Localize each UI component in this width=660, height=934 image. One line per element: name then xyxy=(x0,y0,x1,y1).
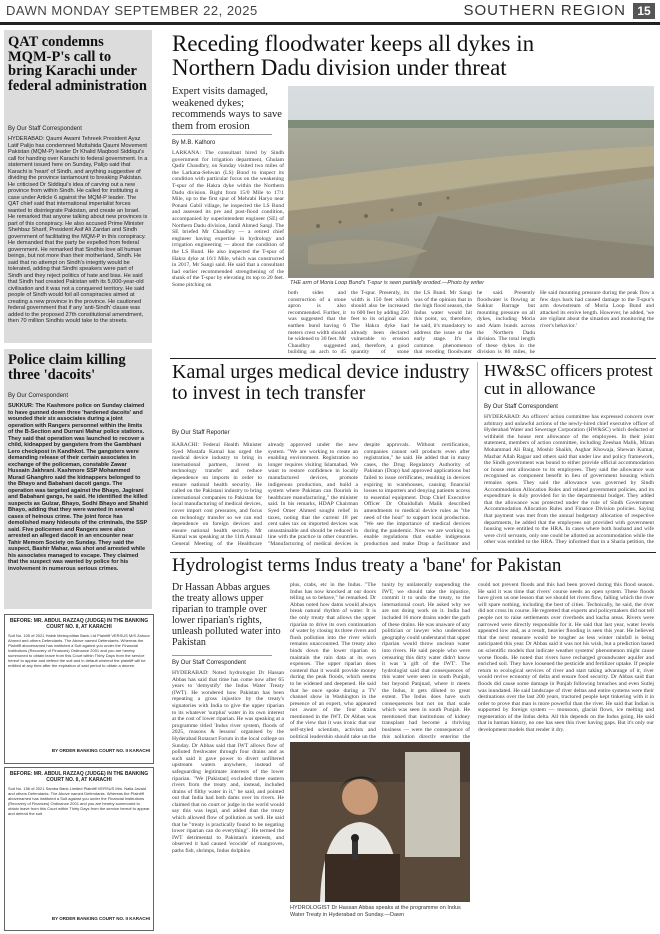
hwsc-body: HYDERABAD: An officers' action committee has expressed concern over arbitrary and unlawful actions of the newly-hired chief executive officer of Hyderabad Water and Sewerage Corporation (HW&SC) which deducted or withheld the house rent allowance of the employees. In their joint statement, members of action committee, including Zeeshan Malik, Mizan Mohammad Ali Baig, Moshir Shaikh, Asghar Khowaja, Shewan Kumar, Mazhar Allah Rajpar and others said that under law and policy framework, the Sindh government was bound to either provide official accommodation or house rent allowance to its employees. They said the allowance was recognised as component benefit in lieu of government housing which remains open. They said the allowance was governed by Sindh Accommodation Allocation Rules and related government policies, and its expenditure is duly provided for in the departmental budget. They added that the allowance was protected under the rule of Sindh Government Accommodation Allocation Rules and Finance Division policies. Saying that payment was met from the annual budgetary allocation of respective departments, he added that the employees not provided with government housing were entitled to the HRA. In cases where both husband and wife were civil servants, only one could be allotted an accommodation while the other was entitled to the HRA. They informed that in a Sharia petition, the xyxy=(484,414,654,546)
hydro-photo-caption: HYDROLOGIST Dr Hassan Abbas speaks at the programme on Indus Water Treaty in Hyderabad on Sunday.—Dawn xyxy=(290,905,461,918)
section-name: SOUTHERN REGION xyxy=(463,2,626,19)
hydro-column: plus, crabs, etc in the Indus. "The Indus has now knocked at our doors telling us to behave," he remarked. Dr Abbas noted how dams would always break natural rhythm of water. It is the only treaty that allows the upper riparian to drive its own continuation of water by closing its three rivers and flush pollution into the river which remains unaccounted. The treaty also binds down the lower riparian to maintain the rain data at its own expenses. The upper riparian does contend that it would provide money during the peak floods, which seems to be widened and deepened. He said that he once spoke during a TV channel show in Washington in the presence of an expert, who appeared not aware of the four drains mentioned in the IWT. Dr Abbas was of the view that it was ironic that our self-styled scientists, activists and political leadership should take up the xyxy=(290,582,376,738)
masthead-rule xyxy=(0,22,660,25)
hydrologist-photo-image xyxy=(290,742,470,902)
sidebar-story-qat xyxy=(4,30,152,343)
hydro-column: could not prevent floods and this had been proved during this flood season. He said it was time that rivers' course needs an open system. These floods have given us one lesson that we should let rivers flow, falling which the river will spare nothing, including the best of cities. Technically, he said, the river did not cross its course. He regretted that experts and policymakers did not tell people not to raise settlements over riverbeds and kacha areas. Rivers were narrowed were directly responsible for it. He said that last year, water levels appeared low and, as a result, heavier flooding is seen this year. He believed that the next measure would be tougher as less winter rainfall is being anticipated this year. Dr Abbas said it was not his wish, but a prediction based on scientific models that indicate weather systems' phenomenon might cause worse floods. He noted that rivers have recharged groundwater aquifer and enriched soil. They have loosened the pesticide and fertilizer uptake. If people return to ecological services of river and start taking advantage of it, river would revive economy of delta and ensure food security. Dr Abbas said that floods did cause some damage in Punjab following breaches and even Sutlej was inundated. He said landscape of river deltas and entire systems were their destinations over the last 200 years, tractored people kept tinkering with it in order to prove that man is more powerful than the river. He said that Indian is supported by foreign system — monsoon, glacial flows, ice melting and regeneration of the Indus delta. All this depends on the Indus going. He said that in human history, no one has seen this river having gaps. But it's only our development models that render it dry. xyxy=(478,582,654,734)
masthead-date-line xyxy=(6,3,258,18)
sidebar-body: SUKKUR: The Kashmore police on Sunday claimed to have gunned down three 'hardened dacoits' and wounded their six associates during a joint operation with Rangers personnel within the limits of the B-Section and Durrani Mahar police stations. They said that operation was launched to recover a child, kidnapped by gangsters from the Gambhani Lero checkpost in Kandhkot. The gangsters were demanding release of their certain associates in exchange of the policeman, constable Zawar Hussain Jakhrani. Kashmore SSP Mohammed Murad Ghanghro said the kidnappers belonged to the Bhayo and Babahani dacoit gangs. The operation was targeted against the Bhayo, Jagirani and Babahani gangs, he said. He identified the killed suspects as Gulzar, Bhayo, Sodhi Bhayo and Shahid Bhayo, adding that they were wanted in several cases of heinous crime. The joint force has demolished many hideouts of the criminals, the SSP said. Five policemen and Rangers were also arrested an alleged dacoit in an encounter near Tahir Memom Society on Sunday. They said the suspect, Bashir Mahar, was shot and arrested while his associates managed to escape. They claimed that the suspect was wanted by police for his involvement in numerous serious crimes. xyxy=(8,403,148,572)
lead-column: he said. Presently floodwater is flowing at Sukkur Barrage but mounting pressure on all dykes, including Moria and Alam bunds across the Northern Dadu division. The total length of these dykes in the division is 86 miles, he xyxy=(477,290,535,354)
hydro-column: HYDERABAD: Noted hydrologist Dr Hassan Abbas has said that time has come now after 65 years to 'demystify' the Indus Water Treaty (IWT). He wondered how Pakistan has been repeating a gross injustice by the treaty's signatories with India to give the upper riparian to its whatever 'surplus' water in its own interest at the cost of lower riparian. He was speaking at a programme titled 'Indus river system, floods of 2025, reasons & lessons' organised by the Hyderabad Rotaract Forum in the local college on Sunday. Dr Abbas said that IWT allows flow of polluted freshwater through four drains and as such said it gave power to divert unfiltered upstream waters anywhere, instead of safeguarding legitimate interests of the lower riparian. "We [Pakistan] excluded three eastern rivers from the treaty and, instead, included drains of filthy water in it," he said, and pointed out that India had both dams over its rivers. He claimed that no court or judge in the world would say this was legal, and added that the treaty which allowed flow of pollution as well. He said that he "treaty is practically found to be negating lower riparian can do everything". He termed the IWT detrimental to Pakistan's interests, and observed it had caused 'ecocide' of mangroves, paths fish, shrimps, Indus dolphins xyxy=(172,670,284,855)
hwsc-byline: By Our Staff Correspondent xyxy=(484,404,558,410)
lead-column: both sides and construction of a stone apron is also recommended. Further, it was suggested that the earthen bund having 6 meters crest width should be widened to 30 feet. Mr Chaudhry suggested building an arch to 45 xyxy=(288,290,346,354)
issue-date: MONDAY SEPTEMBER 22, 2025 xyxy=(51,3,258,18)
sidebar-story-police xyxy=(4,349,152,609)
hydro-deck: Dr Hassan Abbas argues the treaty allows upper riparian to trample over lower riparian's rights, unleash polluted water into Pakistan xyxy=(172,582,281,648)
sidebar-body: HYDERABAD: Qaumi Awami Tehreek President Ayaz Latif Palijo has condemned Muttahida Qaumi Movement Pakistan (MQM-P) leader Dr Khalid Maqbool Siddiqui's call for handing over Karachi to federal government. In a statement issued here on Sunday, Palijo said that Karachi is 'heart' of Sindh, and anything suggestive of dividing the province tantamount to breaking Pakistan. He criticised Dr Siddiqui's idea of carving out a new province from within Sindh. He called for instituting a case under Article 6 against the MQM-P leader. The QAT chief said that international imperialist forces wanted to disintegrate Pakistan, and create an Israel. He remarked that anyone talking about new provinces is part of this conspiracy. He also accused Prime Minister Shehbaz Sharif, President Asif Ali Zardari and Sindh government of facilitating the MQM-P in this conspiracy. He demanded that the party be expelled from federal government. He remarked that Sindhis love all human beings, but not more than their motherland, Sindh. He said that no attempt on Sindh's integrity would be tolerated, adding that Sindhi speakers were part of Sindh and they reject politics of hate and bias. He said that Sindh had created Pakistan with its 5,000-year-old civilisation and it was not a conquered territory. He said people of Sindh would foil all conspiracies aimed at creating a new province in the province. He cautioned federal government that if any 'anti-Sindh' clause was added to the proposed 27th constitutional amendment, then 70 million Sindhis would take to the streets. xyxy=(8,136,148,324)
lead-column: the LS Bund. Mr Sangi was of the opinion that in the high flood season, the Indus water would hit this point, so, therefore, he said, it's mandatory to address the issue at the early stage. It's a common phenomenon that receding floodwater xyxy=(414,290,472,354)
sidebar-headline: Police claim killing three 'dacoits' xyxy=(8,352,126,383)
kamal-headline: Kamal urges medical device industry to invest in tech transfer xyxy=(172,361,470,404)
flood-photo-image xyxy=(288,86,654,278)
legal-notice-footer: BY ORDER BANKING COURT NO. II KARACHI xyxy=(51,748,150,753)
legal-notice-body: Suit No. 105 of 2021 Habib Metropolitan Bank Ltd Plaintiff VERSUS M/S Zahoor Ahmed and others Defendants. The Above named Defendants. Whereas the Plaintiff abovenamed has instituted a Suit against you under the Financial Institutions (Recovery of Finances) Ordinance 2001 and you are hereby summoned to obtain leave from this Court within Thirty Days from the service hereof to appear and defend the suit and in default whereof the plaintiff will be entitled at any time after the expiration of said period to obtain a decree. xyxy=(8,633,150,668)
hydro-deck-rule xyxy=(172,655,272,656)
legal-notice-title: BEFORE: MR. ABDUL RAZZAQ (JUDGE) IN THE BANKING COURT NO. II, AT KARACHI xyxy=(9,771,149,783)
hydro-headline: Hydrologist terms Indus treaty a 'bane' for Pakistan xyxy=(172,555,562,576)
flood-photo xyxy=(288,86,654,278)
lead-column: the T-spur. Presently, its width is 150 feet which should also be increased to 600 feet by adding 250 feet to its original size. The Hakra dyke had already been declared vulnerable to erosion and, therefore, a good quantity of stone xyxy=(351,290,409,354)
kamal-column: already approved under the new system. "We are working to create an enabling environment. Registration no longer requires visiting Islamabad. We want to restore confidence in locally manufactured devices, promote indigenous production, and build a system where Pakistan can flourish in healthcare manufacturing," the minister said. In his remarks, HDAP Chairman Syed Omer Ahmed sought relief in taxes, noting that the current 18 per cent sales tax on imported devices was unsustainable and should be reduced in line with the practice in other countries. "Manufacturing of medical devices is xyxy=(268,442,358,546)
sidebar-headline: QAT condemns MQM-P's call to bring Karachi under federal administration xyxy=(8,34,147,94)
section-divider xyxy=(170,358,656,359)
lead-photo-caption: THE arm of Moria Loop Bund's T-spur is seen partially eroded.—Photo by writer xyxy=(290,280,485,286)
page-number: 15 xyxy=(633,3,655,19)
masthead xyxy=(0,0,660,22)
kamal-byline: By Our Staff Reporter xyxy=(172,430,230,436)
legal-notice-title: BEFORE: MR. ABDUL RAZZAQ (JUDGE) IN THE BANKING COURT NO. II, AT KARACHI xyxy=(9,618,149,630)
hydrologist-photo xyxy=(290,742,470,902)
section-divider xyxy=(170,552,656,553)
lead-headline: Receding floodwater keeps all dykes in Northern Dadu division under threat xyxy=(172,31,535,80)
sidebar-byline: By Our Staff Correspondent xyxy=(8,126,82,132)
column-divider xyxy=(477,362,478,550)
hydro-byline: By Our Staff Correspondent xyxy=(172,660,246,666)
legal-notice xyxy=(4,614,154,764)
hydro-column: tunity by unilaterally suspending the IWT, we should take the injustice, commit it to undo the treaty, to the international court. He asked why we are not doing work on it. India had included 16 more drains under the garb of these drains. He was unaware of any politician or lawyer who understood geography could understand that upper riparian would throw unclean water into rivers. He said people who were censuring this dirty water didn't know it was 'a gift of the IWT'. The hydrologist said that consequences of this water were seen in south Punjab, but beyond Panjnad, where it meets the Indus, it gets diluted to great extent. The Indus does have such consequences but not on that scale which was seen in south Punjab. He mentioned that institutions of kidney transplant had become a thriving business — were the consequence of this pollution directly entering the xyxy=(382,582,470,738)
lead-deck: Expert visits damaged, weakened dykes; recommends ways to save them from erosion xyxy=(172,86,282,132)
hwsc-headline: HW&SC officers protest cut in allowance xyxy=(484,361,653,398)
legal-notice-footer: BY ORDER BANKING COURT NO. II KARACHI xyxy=(51,916,150,921)
legal-notice xyxy=(4,767,154,931)
paper-name: DAWN xyxy=(6,3,48,18)
lead-byline: By M.B. Kalhoro xyxy=(172,140,216,146)
kamal-column: KARACHI: Federal Health Minister Syed Mustafa Kamal has urged the medical device industry to bring in international partners, invest in technology transfer and reduce dependence on imports in order to ensure national health security. He called on the Pakistani industry to bring international companies to Pakistan for local manufacturing of medical devices, cover import cost pressures, and focus on technology transfer so we can end dependence on foreign devices and ensure national health security. Mr Kamal was speaking at the 11th Annual General Meeting of the Healthcare xyxy=(172,442,262,546)
legal-notice-body: Suit No. 156 of 2021 Samba Bank Limited Plaintiff VERSUS Mrs. Naila Javaid and others Defendants. The Above named Defendants. Whereas the Plaintiff abovenamed has instituted a Suit against you under the Financial Institutions (Recovery of Finances) Ordinance 2001 and you are hereby summoned to obtain leave from this Court within Thirty Days from the service hereof to appear and defend the suit. xyxy=(8,786,150,816)
sidebar-byline: By Our Correspondent xyxy=(8,393,69,399)
lead-deck-rule xyxy=(172,134,272,135)
kamal-column: despite approvals. Without certification, companies cannot sell products even after registration," he said. He added that in many cases, the Drug Regulatory Authority of Pakistan (Drap) had approved applications but failed to issue certificates, resulting in devices expiring in warehouses, causing financial losses to importers and denying patients access to essential equipment. Drap Chief Executive Officer Dr Obaidullah Malik described amendments to medical device rules as "the need of the hour" to support local production. "We see the importance of medical devices during the pandemic. Now we are working to enable regulations that enable indigenous production and make Drap a facilitator and xyxy=(364,442,470,546)
lead-column: LARKANA: The consultant hired by Sindh government for irrigation department, Ghulam Qadir Chaudhry, on Sunday visited two miles of the Larkana-Sehwan (LS) Bund to inspect its condition with particular focus on the weakening T-spur of the Hakra dyke within the Northern Dadu division. Right from 15/0 Mile to 17/1 Mile, up to the first spur of Mehrabi Haryo near Ponani Gabil village, he inspected the LS Bund and assessed its pre and post-flood condition, accompanied by superintendent engineer (SE) of Northern Dadu division, Jamil Ahmed Sangi. The SE briefed Mr Chaudhry — a retired chief engineer having expertise in hydrology and irrigation engineering — about the condition of the LS Bund. He also inspected the T-spur of Hakra dyke at 16/1 Mile, which was constructed in 2017, Mr Sangi said. He said that a consultant had earlier recommended strengthening of the shank of the T-spur by elevating its top to 20 feet. Some pitching on xyxy=(172,150,284,288)
lead-column: He said mounting pressure during the peak flow a few days back had caused damage to the T-spur's arm downstream of Moria Loop Bund and attacked its eroive length. However, he added, 'we are vigilant about the situation and monitoring the river's behavior.' xyxy=(540,290,654,329)
